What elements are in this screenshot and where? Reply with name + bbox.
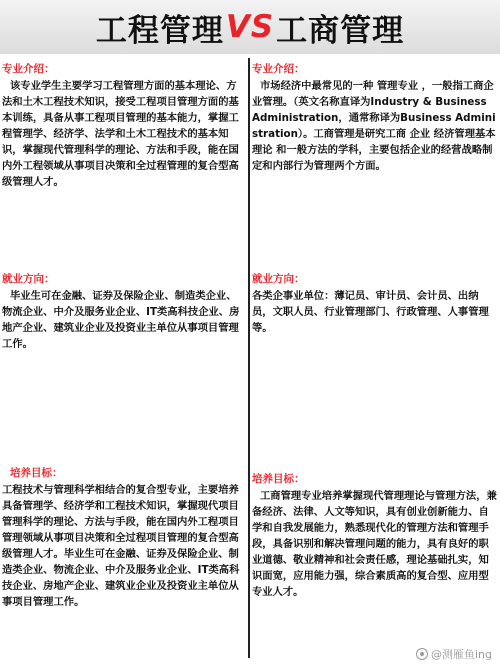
right-career-heading: 就业方向： [252,273,305,285]
title-vs: VS [225,9,275,45]
right-intro-text: 市场经济中最常见的一种 管理专业 ，一般指工商企业管理。（英文名称直译为Industry & Business Administration，通常称译为Business Administration）。工商管理是研究工商 企业 经济管理基本 理论 和一般方法的学科，主要包括企业的经营战略制定和内部行为管理两个方面。 [252,80,496,172]
right-goal-text: 工商管理专业培养掌握现代管理理论与管理方法，兼备经济、法律、人文等知识，具有创业创新能力、自学和自我发展能力，熟悉现代化的管理方法和管理手段，具备识别和解决管理问题的能力，具有良好的职业道德、敬业精神和社会责任感，理论基础扎实，知识面宽，应用能力强，综合素质高的复合型、应用型专业人才。 [252,490,497,598]
right-career-section [252,272,498,336]
right-intro-section [252,62,498,174]
left-goal-text: 工程技术与管理科学相结合的复合型专业，主要培养具备管理学、经济学和工程技术知识，掌握现代项目管理科学的理论、方法与手段，能在国内外工程项目管理领域从事项目决策和全过程项目管理的复合型高级管理人才。毕业生可在金融、证券及保险企业、制造类企业、物流企业、中介及服务业企业、IT类高科技企业、房地产企业、建筑业企业及投资业主单位从事项目管理工作。 [2,484,240,608]
right-goal-heading: 培养目标： [252,473,305,485]
left-career-section [2,272,246,352]
camera-icon [416,648,428,660]
page-title [0,0,500,54]
left-goal-heading: 培养目标： [10,467,63,479]
left-goal-section [2,466,246,610]
left-intro-text: 该专业学生主要学习工程管理方面的基本理论、方法和土木工程技术知识，接受工程项目管理方面的基本训练，具备从事工程项目管理的基本能力，掌握工程管理学、经济学、法学和土木工程技术的基本知识，掌握现代管理科学的理论、方法和手段，能在国内外工程领域从事项目决策和全过程管理的复合型高级管理人才。 [2,80,239,188]
right-goal-section [252,472,498,600]
left-career-heading: 就业方向： [2,273,55,285]
left-intro-section [2,62,246,190]
left-intro-heading: 专业介绍： [2,63,55,75]
title-right: 工商管理 [276,12,405,49]
right-career-text: 各类企事业单位：薄记员、审计员、会计员、出纳员，文职人员、行业管理部门、行政管理、人事管理等。 [252,290,489,334]
left-career-text: 毕业生可在金融、证券及保险企业、制造类企业、物流企业、中介及服务业企业、IT类高科技企业、房地产企业、建筑业企业及投资业主单位从事项目管理工作。 [2,290,240,350]
column-divider [248,58,250,658]
title-left: 工程管理 [95,12,224,49]
watermark-text: @测雁鱼ing [430,648,492,661]
right-intro-heading: 专业介绍： [252,63,305,75]
watermark [416,646,492,662]
